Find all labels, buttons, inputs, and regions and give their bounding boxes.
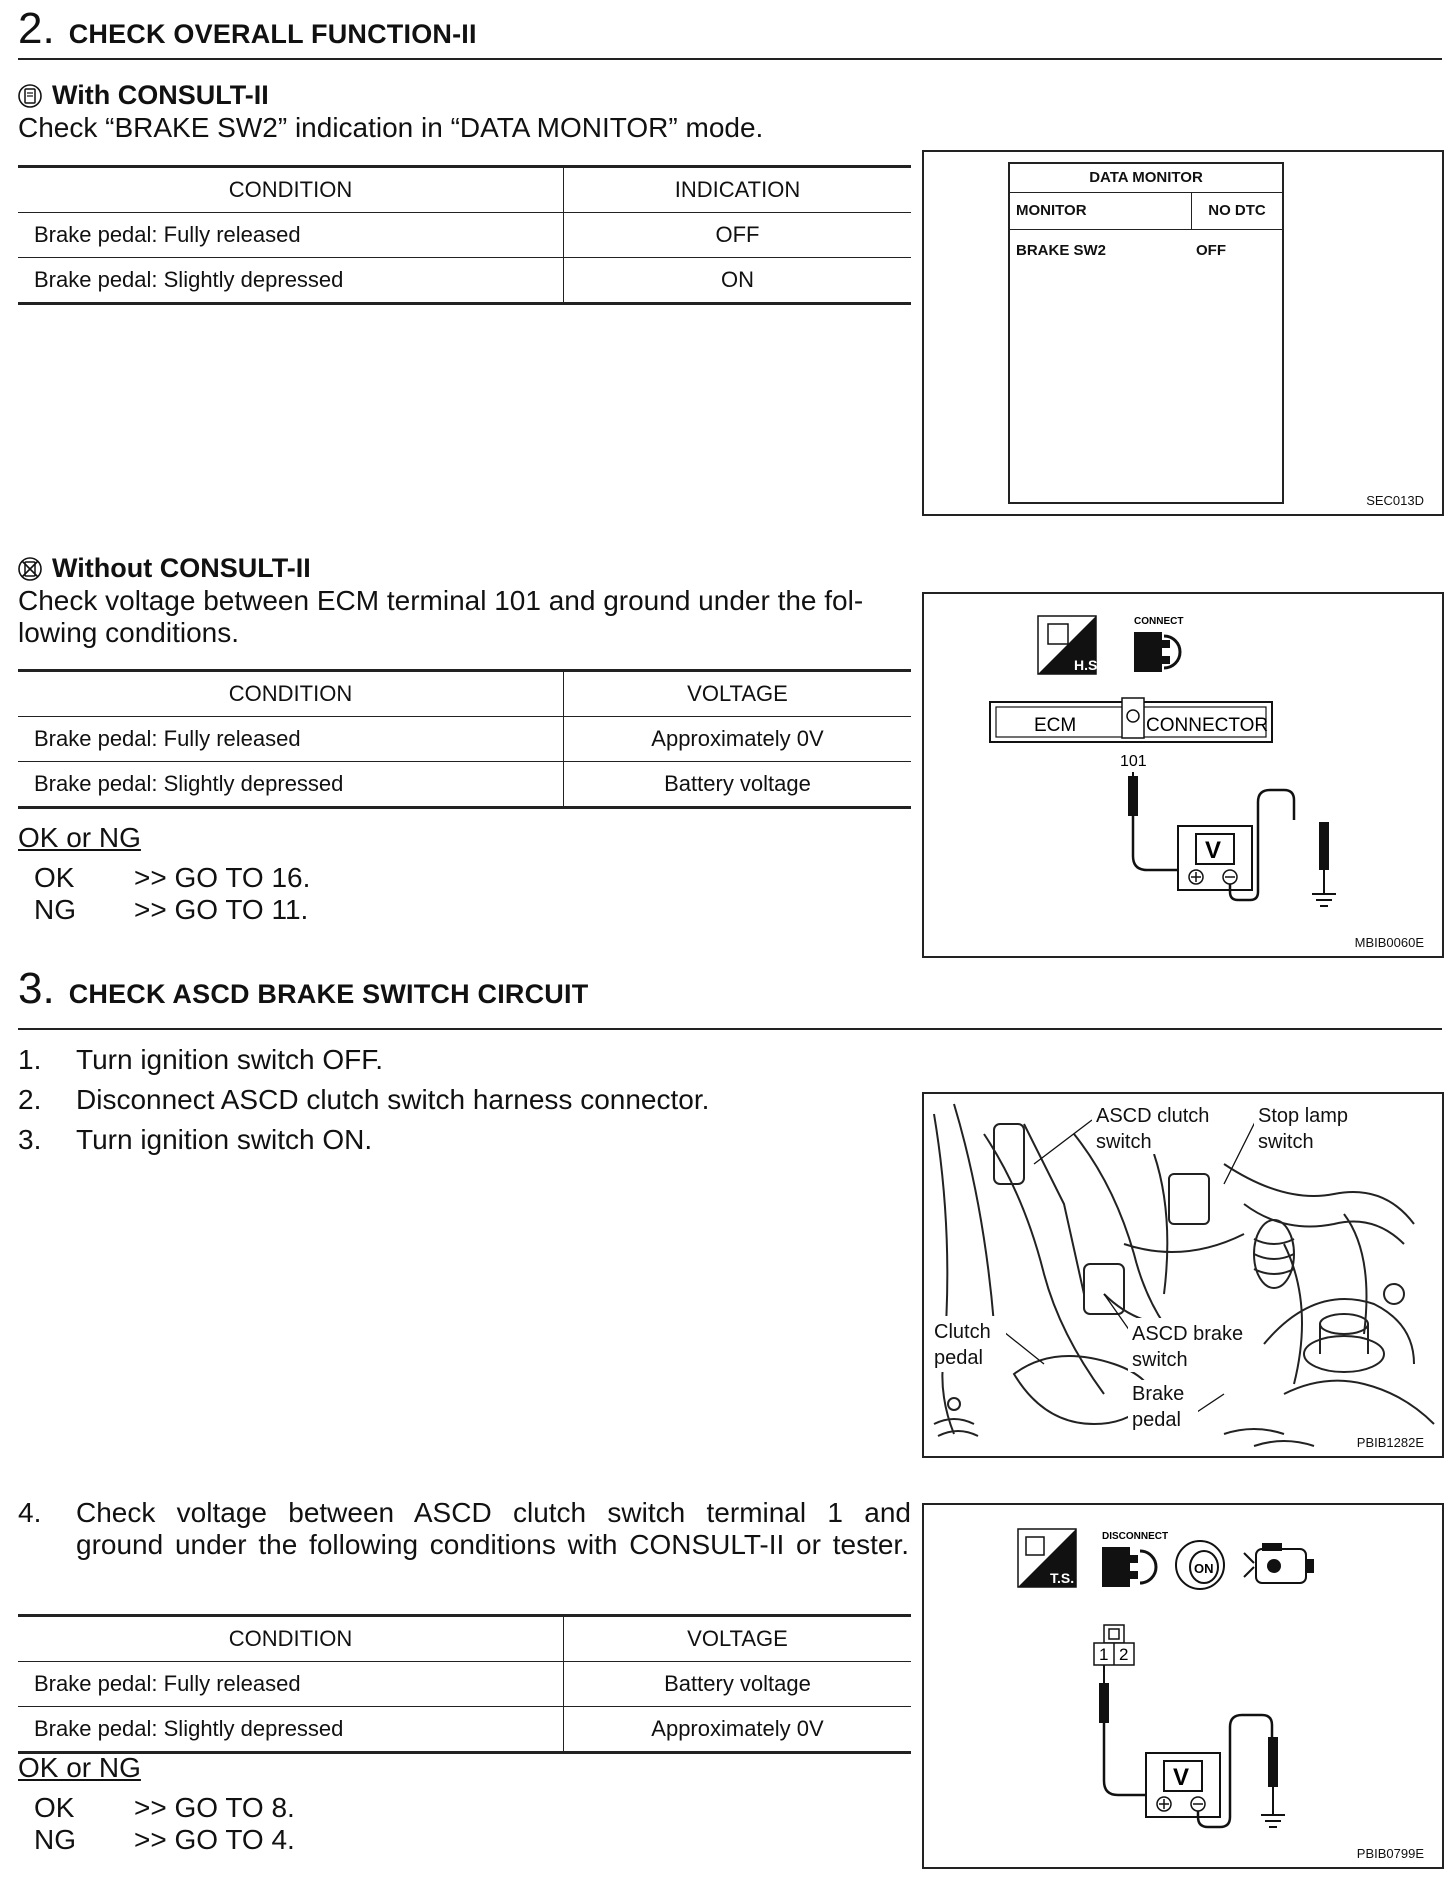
table-row (18, 717, 911, 762)
ecm-text: ECM (1034, 715, 1077, 736)
ok-label: OK (34, 862, 75, 893)
list-item (18, 1084, 911, 1116)
table-cell: Brake pedal: Slightly depressed (18, 258, 564, 304)
table-cell: Brake pedal: Fully released (18, 717, 564, 762)
table-cell: Battery voltage (564, 762, 912, 808)
table-cell: Brake pedal: Fully released (18, 213, 564, 258)
figure-id: PBIB1282E (1356, 1435, 1424, 1450)
item-number: 3. (18, 1124, 42, 1155)
label-brake-pedal: Brake (1132, 1383, 1185, 1405)
table-row (18, 762, 911, 808)
engine-icon (1244, 1543, 1314, 1583)
with-consult-instruction: Check “BRAKE SW2” indication in “DATA MONITOR” mode. (18, 112, 764, 143)
hs-text: H.S. (1074, 657, 1102, 673)
label-stop-lamp-2: switch (1258, 1131, 1314, 1153)
table-cell: Approximately 0V (564, 1707, 912, 1753)
item-number: 1. (18, 1044, 42, 1075)
list-item-4 (18, 1497, 911, 1561)
step-title: CHECK ASCD BRAKE SWITCH CIRCUIT (68, 979, 589, 1009)
table-cell: Brake pedal: Fully released (18, 1662, 564, 1707)
meter-v-text: V (1205, 837, 1222, 864)
list-item (18, 1124, 911, 1156)
ng-label: NG (34, 894, 76, 925)
without-consult-heading (18, 553, 311, 584)
step-2-heading (18, 4, 477, 54)
table-header: CONDITION (18, 671, 564, 717)
label-ascd-brake-2: switch (1132, 1349, 1188, 1371)
pin-1: 1 (1099, 1645, 1109, 1664)
no-consult-icon (18, 556, 42, 582)
list-item (18, 1044, 911, 1076)
monitor-value: OFF (1196, 242, 1226, 259)
pedal-switch-illustration (922, 1092, 1444, 1458)
ok-ng-heading: OK or NG (18, 822, 141, 853)
disconnect-text: DISCONNECT (1102, 1531, 1169, 1542)
table-cell: ON (564, 258, 912, 304)
step-3-heading (18, 964, 588, 1014)
table-row (18, 213, 911, 258)
terminal-number: 101 (1120, 753, 1147, 770)
figure-id: SEC013D (1366, 493, 1424, 508)
table-header: VOLTAGE (564, 1616, 912, 1662)
step-number: 3. (18, 964, 55, 1013)
table-header: VOLTAGE (564, 671, 912, 717)
ecm-wiring-diagram (924, 594, 1442, 956)
dtc-column: NO DTC (1208, 202, 1266, 219)
label-stop-lamp: Stop lamp (1258, 1105, 1349, 1127)
connector-icon (1134, 632, 1180, 672)
monitor-column: MONITOR (1010, 193, 1192, 229)
ok-row (34, 862, 310, 894)
label-clutch-pedal: Clutch (934, 1321, 991, 1343)
item-text: Turn ignition switch ON. (76, 1124, 373, 1155)
table-cell: Approximately 0V (564, 717, 912, 762)
screen-data-row (1010, 230, 1282, 259)
ng-label: NG (34, 1824, 76, 1855)
pin-2: 2 (1119, 1645, 1129, 1664)
screen-header-row (1010, 193, 1282, 230)
table-header: CONDITION (18, 167, 564, 213)
connector-text: CONNECTOR (1146, 715, 1269, 736)
screen-title: DATA MONITOR (1010, 164, 1282, 193)
table-header: CONDITION (18, 1616, 564, 1662)
ignition-on-icon (1176, 1541, 1224, 1589)
hs-icon (1038, 616, 1101, 674)
table-header-row (18, 1616, 911, 1662)
ok-row (34, 1792, 295, 1824)
clutch-switch-wiring-diagram (924, 1505, 1442, 1867)
label-ascd-clutch-2: switch (1096, 1131, 1152, 1153)
clutch-switch-voltage-figure (922, 1503, 1444, 1869)
table-cell: Brake pedal: Slightly depressed (18, 1707, 564, 1753)
table-cell: OFF (564, 213, 912, 258)
indication-table (18, 165, 911, 305)
table-header: INDICATION (564, 167, 912, 213)
item-text: Check voltage between ASCD clutch switch terminal 1 and ground under the following conditions with CONSULT-II or tester. (76, 1497, 911, 1560)
pedal-assembly-drawing (924, 1094, 1442, 1456)
table-row (18, 1707, 911, 1753)
label-ascd-brake: ASCD brake (1132, 1323, 1244, 1345)
divider (18, 58, 1442, 60)
consult-icon (18, 83, 42, 109)
ok-action: >> GO TO 16. (134, 862, 311, 893)
ok-action: >> GO TO 8. (134, 1792, 295, 1823)
data-monitor-screen (1008, 162, 1284, 504)
ng-row (34, 1824, 295, 1856)
ts-icon (1018, 1529, 1076, 1587)
table-cell: Brake pedal: Slightly depressed (18, 762, 564, 808)
ecm-voltage-figure (922, 592, 1444, 958)
voltage-table-2 (18, 1614, 911, 1754)
ng-action: >> GO TO 4. (134, 1824, 295, 1855)
item-text: Turn ignition switch OFF. (76, 1044, 384, 1075)
table-header-row (18, 671, 911, 717)
without-consult-label: Without CONSULT-II (52, 553, 311, 583)
figure-id: MBIB0060E (1354, 935, 1424, 950)
meter-v-text: V (1173, 1764, 1190, 1791)
monitor-item: BRAKE SW2 (1016, 242, 1107, 259)
label-clutch-pedal-2: pedal (934, 1347, 983, 1369)
on-text: ON (1194, 1561, 1214, 1576)
ng-row (34, 894, 308, 926)
label-ascd-clutch: ASCD clutch (1096, 1105, 1210, 1127)
table-cell: Battery voltage (564, 1662, 912, 1707)
label-brake-pedal-2: pedal (1132, 1409, 1181, 1431)
step-title: CHECK OVERALL FUNCTION-II (68, 19, 477, 49)
figure-id: PBIB0799E (1356, 1846, 1424, 1861)
ok-label: OK (34, 1792, 75, 1823)
step-number: 2. (18, 4, 55, 53)
voltage-table (18, 669, 911, 809)
table-row (18, 258, 911, 304)
item-number: 2. (18, 1084, 42, 1115)
table-row (18, 1662, 911, 1707)
table-header-row (18, 167, 911, 213)
ts-text: T.S. (1050, 1570, 1075, 1586)
ok-ng-heading: OK or NG (18, 1752, 141, 1783)
with-consult-heading (18, 80, 269, 111)
with-consult-label: With CONSULT-II (52, 80, 269, 110)
ng-action: >> GO TO 11. (134, 894, 309, 925)
item-number: 4. (18, 1497, 42, 1528)
without-consult-instruction: Check voltage between ECM terminal 101 and ground under the fol-lowing conditions. (18, 585, 864, 648)
disconnect-connector-icon (1102, 1547, 1156, 1587)
item-text: Disconnect ASCD clutch switch harness connector. (76, 1084, 710, 1115)
connect-text: CONNECT (1134, 616, 1184, 627)
divider (18, 1028, 1442, 1030)
